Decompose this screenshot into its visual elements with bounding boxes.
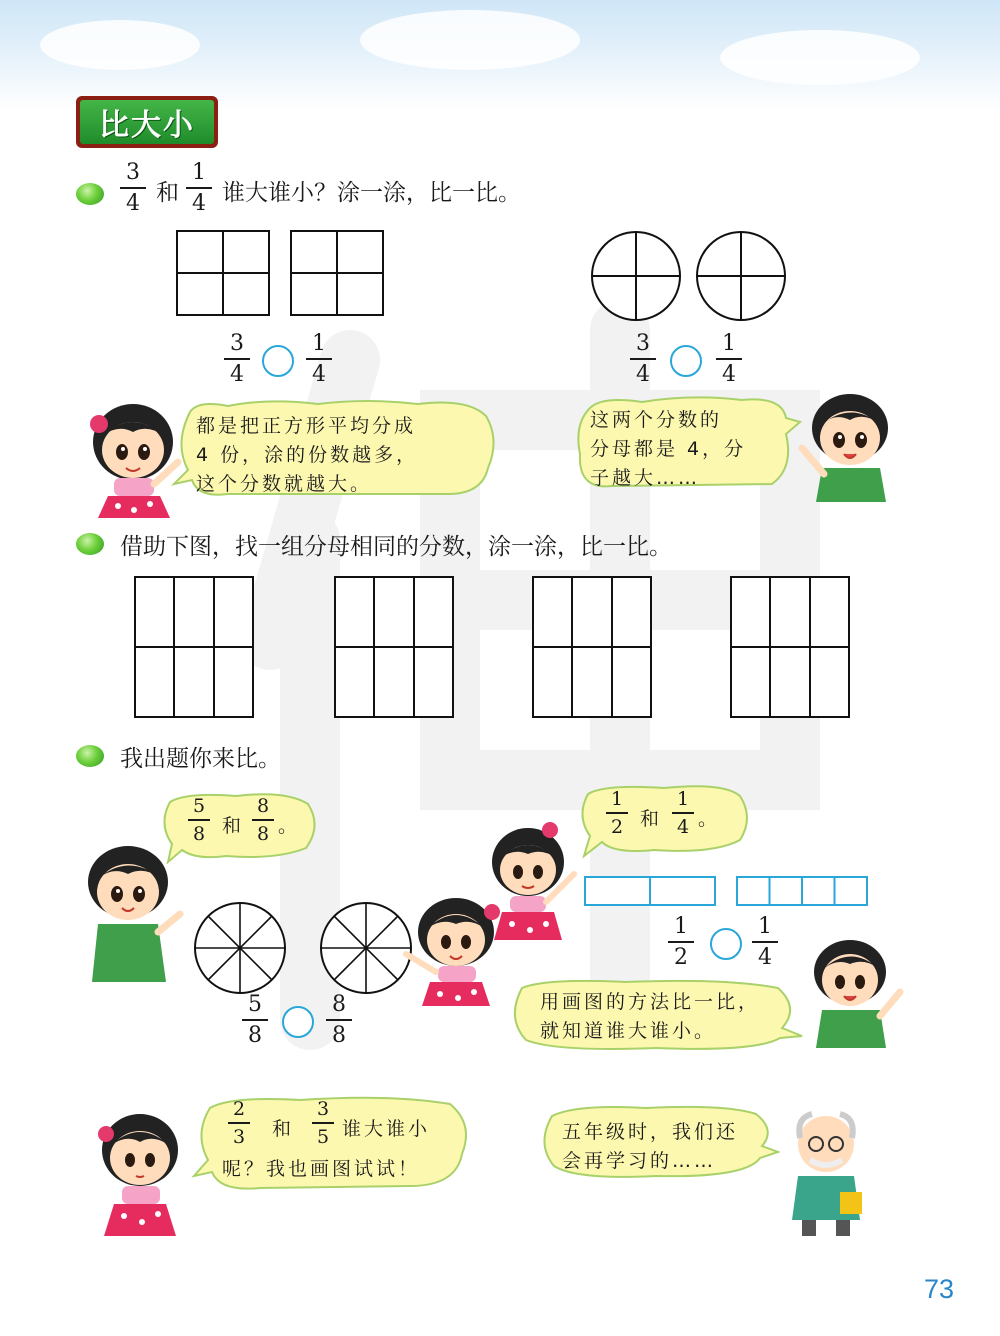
numerator: 1 xyxy=(674,914,688,939)
denominator: 4 xyxy=(126,191,140,216)
bubble-fraction-a xyxy=(188,797,210,844)
rectangle-sixths-1[interactable] xyxy=(134,576,254,718)
bubble-connector: 和 xyxy=(640,808,663,830)
grandpa-speech-text xyxy=(562,1118,738,1176)
bubble-fraction-b xyxy=(672,790,694,837)
girl-character-illustration xyxy=(84,1104,194,1240)
denominator: 8 xyxy=(332,1023,346,1048)
strip-halves[interactable] xyxy=(584,876,718,908)
bubble-fraction-b xyxy=(252,797,274,844)
compare-left-fraction xyxy=(242,994,268,1047)
compare-right-fraction xyxy=(326,994,352,1047)
speech-line: 这两个分数的 xyxy=(590,409,723,431)
denominator: 4 xyxy=(230,362,244,387)
numerator: 1 xyxy=(312,331,326,356)
cloud xyxy=(40,20,200,70)
denominator: 8 xyxy=(248,1023,262,1048)
bubble-connector: 和 xyxy=(222,815,245,837)
comparison-answer-circle[interactable] xyxy=(282,1006,314,1038)
numerator: 5 xyxy=(248,992,262,1017)
circle-eighths-1[interactable] xyxy=(192,900,288,996)
q1-fraction-b xyxy=(186,162,212,215)
numerator: 1 xyxy=(758,914,772,939)
speech-line: 分母都是 4，分 xyxy=(590,438,747,460)
q1-connector: 和 xyxy=(156,180,179,206)
girl-character-illustration xyxy=(480,820,580,944)
speech-line: 会再学习的…… xyxy=(562,1150,717,1172)
bullet-icon xyxy=(76,745,104,767)
numerator: 3 xyxy=(126,160,140,185)
rectangle-sixths-2[interactable] xyxy=(334,576,454,718)
denominator: 4 xyxy=(722,362,736,387)
denominator: 4 xyxy=(676,816,690,838)
speech-line: 都是把正方形平均分成 xyxy=(196,415,417,437)
denominator: 5 xyxy=(316,1126,330,1148)
compare-right-fraction xyxy=(306,333,332,386)
numerator: 1 xyxy=(610,788,624,810)
square-quartered-2[interactable] xyxy=(290,230,384,316)
numerator: 1 xyxy=(192,160,206,185)
denominator: 4 xyxy=(312,362,326,387)
q1-question-text: 谁大谁小？涂一涂，比一比。 xyxy=(222,180,521,206)
denominator: 8 xyxy=(256,823,270,845)
bubble-fraction-b xyxy=(312,1100,334,1147)
denominator: 2 xyxy=(674,945,688,970)
compare-right-fraction xyxy=(752,916,778,969)
bubble-connector: 和 xyxy=(272,1118,295,1140)
numerator: 1 xyxy=(722,331,736,356)
speech-line: 用画图的方法比一比， xyxy=(540,991,761,1013)
numerator: 1 xyxy=(676,788,690,810)
q2-question-text: 借助下图，找一组分母相同的分数，涂一涂，比一比。 xyxy=(120,534,672,560)
speech-line: 就知道谁大谁小。 xyxy=(540,1020,717,1042)
bubble-fraction-a xyxy=(228,1100,250,1147)
rectangle-sixths-4[interactable] xyxy=(730,576,850,718)
grandpa-character-illustration xyxy=(778,1108,874,1238)
denominator: 8 xyxy=(192,823,206,845)
square-quartered-1[interactable] xyxy=(176,230,270,316)
girl-speech-text xyxy=(196,412,418,499)
boy-character-illustration xyxy=(794,386,904,506)
bubble-text-line2: 呢？我也画图试试！ xyxy=(222,1158,421,1180)
strip-quarters[interactable] xyxy=(736,876,870,908)
numerator: 3 xyxy=(230,331,244,356)
comparison-answer-circle[interactable] xyxy=(670,345,702,377)
bullet-icon xyxy=(76,533,104,555)
denominator: 4 xyxy=(192,191,206,216)
numerator: 5 xyxy=(192,795,206,817)
section-title: 比大小 xyxy=(80,100,214,144)
denominator: 4 xyxy=(636,362,650,387)
bubble-text-rest: 谁大谁小 xyxy=(342,1118,431,1140)
numerator: 2 xyxy=(232,1098,246,1120)
numerator: 3 xyxy=(636,331,650,356)
boy-speech-text xyxy=(590,406,746,493)
section-title-badge xyxy=(76,96,218,148)
boy-character-illustration xyxy=(796,932,906,1052)
circle-quartered-1[interactable] xyxy=(590,230,682,322)
bubble-end: 。 xyxy=(698,808,721,830)
speech-bubble xyxy=(574,782,754,860)
speech-line: 4 份，涂的份数越多， xyxy=(196,444,419,466)
speech-line: 五年级时，我们还 xyxy=(562,1121,739,1143)
page-number: 73 xyxy=(924,1274,955,1304)
denominator: 2 xyxy=(610,816,624,838)
bubble-end: 。 xyxy=(278,815,301,837)
compare-right-fraction xyxy=(716,333,742,386)
numerator: 8 xyxy=(332,992,346,1017)
q3-question-text: 我出题你来比。 xyxy=(120,746,281,772)
numerator: 3 xyxy=(316,1098,330,1120)
comparison-answer-circle[interactable] xyxy=(262,345,294,377)
circle-quartered-2[interactable] xyxy=(695,230,787,322)
q1-fraction-a xyxy=(120,162,146,215)
denominator: 3 xyxy=(232,1126,246,1148)
denominator: 4 xyxy=(758,945,772,970)
numerator: 8 xyxy=(256,795,270,817)
compare-left-fraction xyxy=(224,333,250,386)
compare-left-fraction xyxy=(630,333,656,386)
bullet-icon xyxy=(76,183,104,205)
cloud xyxy=(720,30,920,85)
cloud xyxy=(360,10,580,70)
compare-left-fraction xyxy=(668,916,694,969)
comparison-answer-circle[interactable] xyxy=(710,928,742,960)
boy-speech-text xyxy=(540,988,760,1046)
rectangle-sixths-3[interactable] xyxy=(532,576,652,718)
boy-character-illustration xyxy=(72,838,184,988)
speech-line: 这个分数就越大。 xyxy=(196,473,373,495)
bubble-fraction-a xyxy=(606,790,628,837)
speech-line: 子越大…… xyxy=(590,467,701,489)
